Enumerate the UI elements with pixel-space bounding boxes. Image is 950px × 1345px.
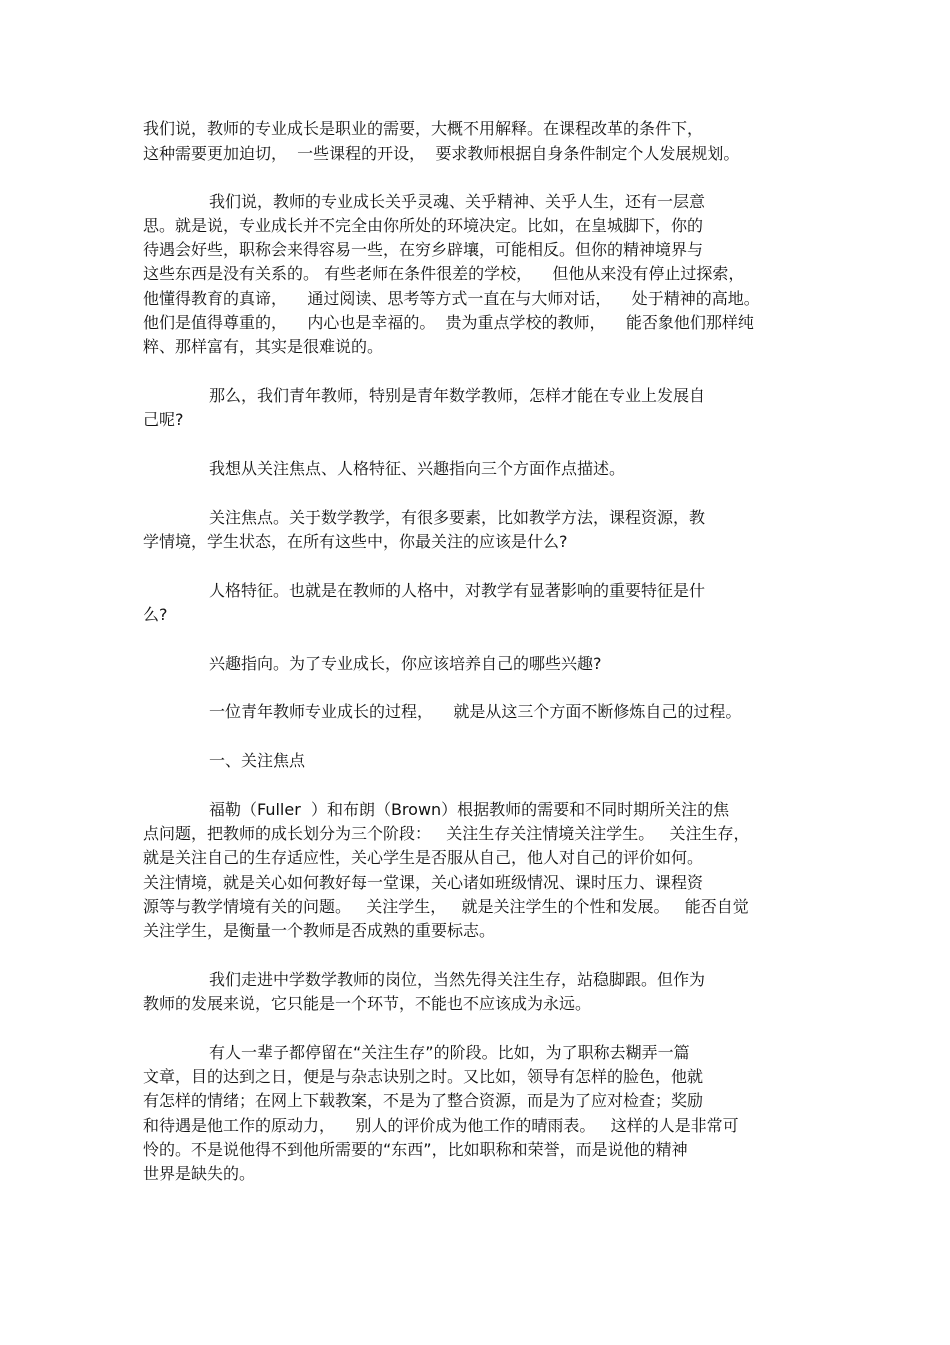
text-line: 关注焦点。关于数学教学，有很多要素，比如教学方法，课程资源，教: [209, 508, 706, 527]
text-line: 么?: [143, 605, 168, 624]
section-heading: 一、关注焦点: [209, 751, 306, 770]
text-line: 有怎样的情绪；在网上下载教案，不是为了整合资源，而是为了应对检查；奖励: [143, 1091, 704, 1110]
text-line: 文章，目的达到之日，便是与杂志诀别之时。又比如，领导有怎样的脸色，他就: [143, 1067, 704, 1086]
text-line: 待遇会好些，职称会来得容易一些，在穷乡辟壤，可能相反。但你的精神境界与: [143, 240, 704, 259]
text-line: 有人一辈子都停留在“关注生存”的阶段。比如，为了职称去糊弄一篇: [209, 1043, 690, 1062]
text-line: 这种需要更加迫切， 一些课程的开设， 要求教师根据自身条件制定个人发展规划。: [143, 144, 740, 163]
text-line: 他们是值得尊重的， 内心也是幸福的。 贵为重点学校的教师， 能否象他们那样纯: [143, 313, 754, 332]
text-line: 和待遇是他工作的原动力， 别人的评价成为他工作的晴雨表。 这样的人是非常可: [143, 1116, 739, 1135]
text-line: 关注情境，就是关心如何教好每一堂课，关心诸如班级情况、课时压力、课程资: [143, 873, 704, 892]
text-line: 源等与教学情境有关的问题。 关注学生， 就是关注学生的个性和发展。 能否自觉: [143, 897, 749, 916]
text-line: 粹、那样富有，其实是很难说的。: [143, 337, 384, 356]
text-line: 兴趣指向。为了专业成长，你应该培养自己的哪些兴趣?: [209, 654, 602, 673]
text-line: 学情境，学生状态，在所有这些中，你最关注的应该是什么?: [143, 532, 568, 551]
text-line: 一位青年教师专业成长的过程， 就是从这三个方面不断修炼自己的过程。: [209, 702, 742, 721]
text-line: 思。就是说，专业成长并不完全由你所处的环境决定。比如，在皇城脚下，你的: [143, 216, 704, 235]
text-line: 关注学生，是衡量一个教师是否成熟的重要标志。: [143, 921, 496, 940]
text-line: 这些东西是没有关系的。 有些老师在条件很差的学校， 但他从来没有停止过探索，: [143, 264, 745, 283]
text-line: 怜的。不是说他得不到他所需要的“东西”，比如职称和荣誉，而是说他的精神: [143, 1140, 688, 1159]
text-line: 我们走进中学数学教师的岗位，当然先得关注生存，站稳脚跟。但作为: [209, 970, 706, 989]
text-line: 就是关注自己的生存适应性，关心学生是否服从自己，他人对自己的评价如何。: [143, 848, 704, 867]
text-line: 我想从关注焦点、人格特征、兴趣指向三个方面作点描述。: [209, 459, 626, 478]
text-line: 己呢?: [143, 410, 184, 429]
text-line: 那么，我们青年教师，特别是青年数学教师，怎样才能在专业上发展自: [209, 386, 706, 405]
text-line: 教师的发展来说，它只能是一个环节，不能也不应该成为永远。: [143, 994, 592, 1013]
text-line: 人格特征。也就是在教师的人格中，对教学有显著影响的重要特征是什: [209, 581, 706, 600]
text-line: 福勒（Fuller ）和布朗（Brown）根据教师的需要和不同时期所关注的焦: [209, 800, 730, 819]
text-line: 我们说，教师的专业成长关乎灵魂、关乎精神、关乎人生，还有一层意: [209, 192, 706, 211]
text-line: 他懂得教育的真谛， 通过阅读、思考等方式一直在与大师对话， 处于精神的高地。: [143, 289, 760, 308]
text-line: 世界是缺失的。: [143, 1164, 256, 1183]
text-line: 点问题，把教师的成长划分为三个阶段： 关注生存关注情境关注学生。 关注生存，: [143, 824, 750, 843]
text-line: 我们说，教师的专业成长是职业的需要，大概不用解释。在课程改革的条件下，: [143, 119, 704, 138]
